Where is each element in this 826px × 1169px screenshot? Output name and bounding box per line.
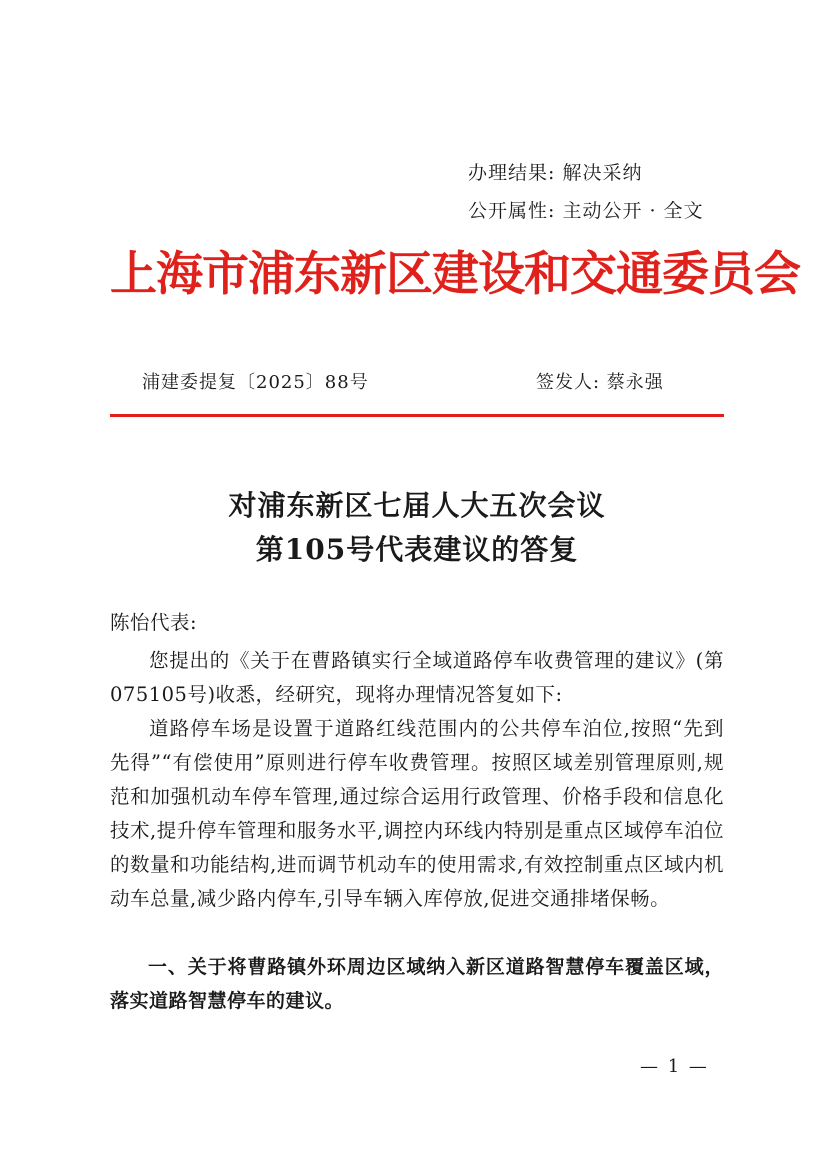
- meta-public-attribute: 公开属性: 主动公开 · 全文: [468, 200, 704, 222]
- document-number: 浦建委提复〔2025〕88号: [142, 372, 369, 393]
- document-title-line-2: 第105号代表建议的答复: [255, 533, 579, 566]
- red-divider: [110, 414, 724, 417]
- document-title-line-1: 对浦东新区七届人大五次会议: [228, 489, 606, 522]
- paragraph-2: 道路停车场是设置于道路红线范围内的公共停车泊位,按照“先到先得”“有偿使用”原则进行停车收费管理。按照区域差别管理原则,规范和加强机动车停车管理,通过综合运用行政管理、价格手段和信息化技术,提升停车管理和服务水平,调控内环线内特别是重点区域停车泊位的数量和功能结构,进而调节机动车的使用需求,有效控制重点区域内机动车总量,减少路内停车,引导车辆入库停放,促进交通排堵保畅。: [110, 717, 724, 910]
- signer: 签发人: 蔡永强: [536, 372, 664, 393]
- meta-result: 办理结果: 解决采纳: [468, 162, 643, 184]
- page-number: — 1 —: [640, 1056, 709, 1077]
- paragraph-1: 您提出的《关于在曹路镇实行全域道路停车收费管理的建议》(第075105号)收悉，经研究，现将办理情况答复如下:: [110, 649, 724, 706]
- section-heading-1: 一、关于将曹路镇外环周边区域纳入新区道路智慧停车覆盖区域，落实道路智慧停车的建议。: [110, 956, 724, 1012]
- organization-name: 上海市浦东新区建设和交通委员会: [110, 247, 800, 302]
- salutation: 陈怡代表:: [110, 611, 198, 634]
